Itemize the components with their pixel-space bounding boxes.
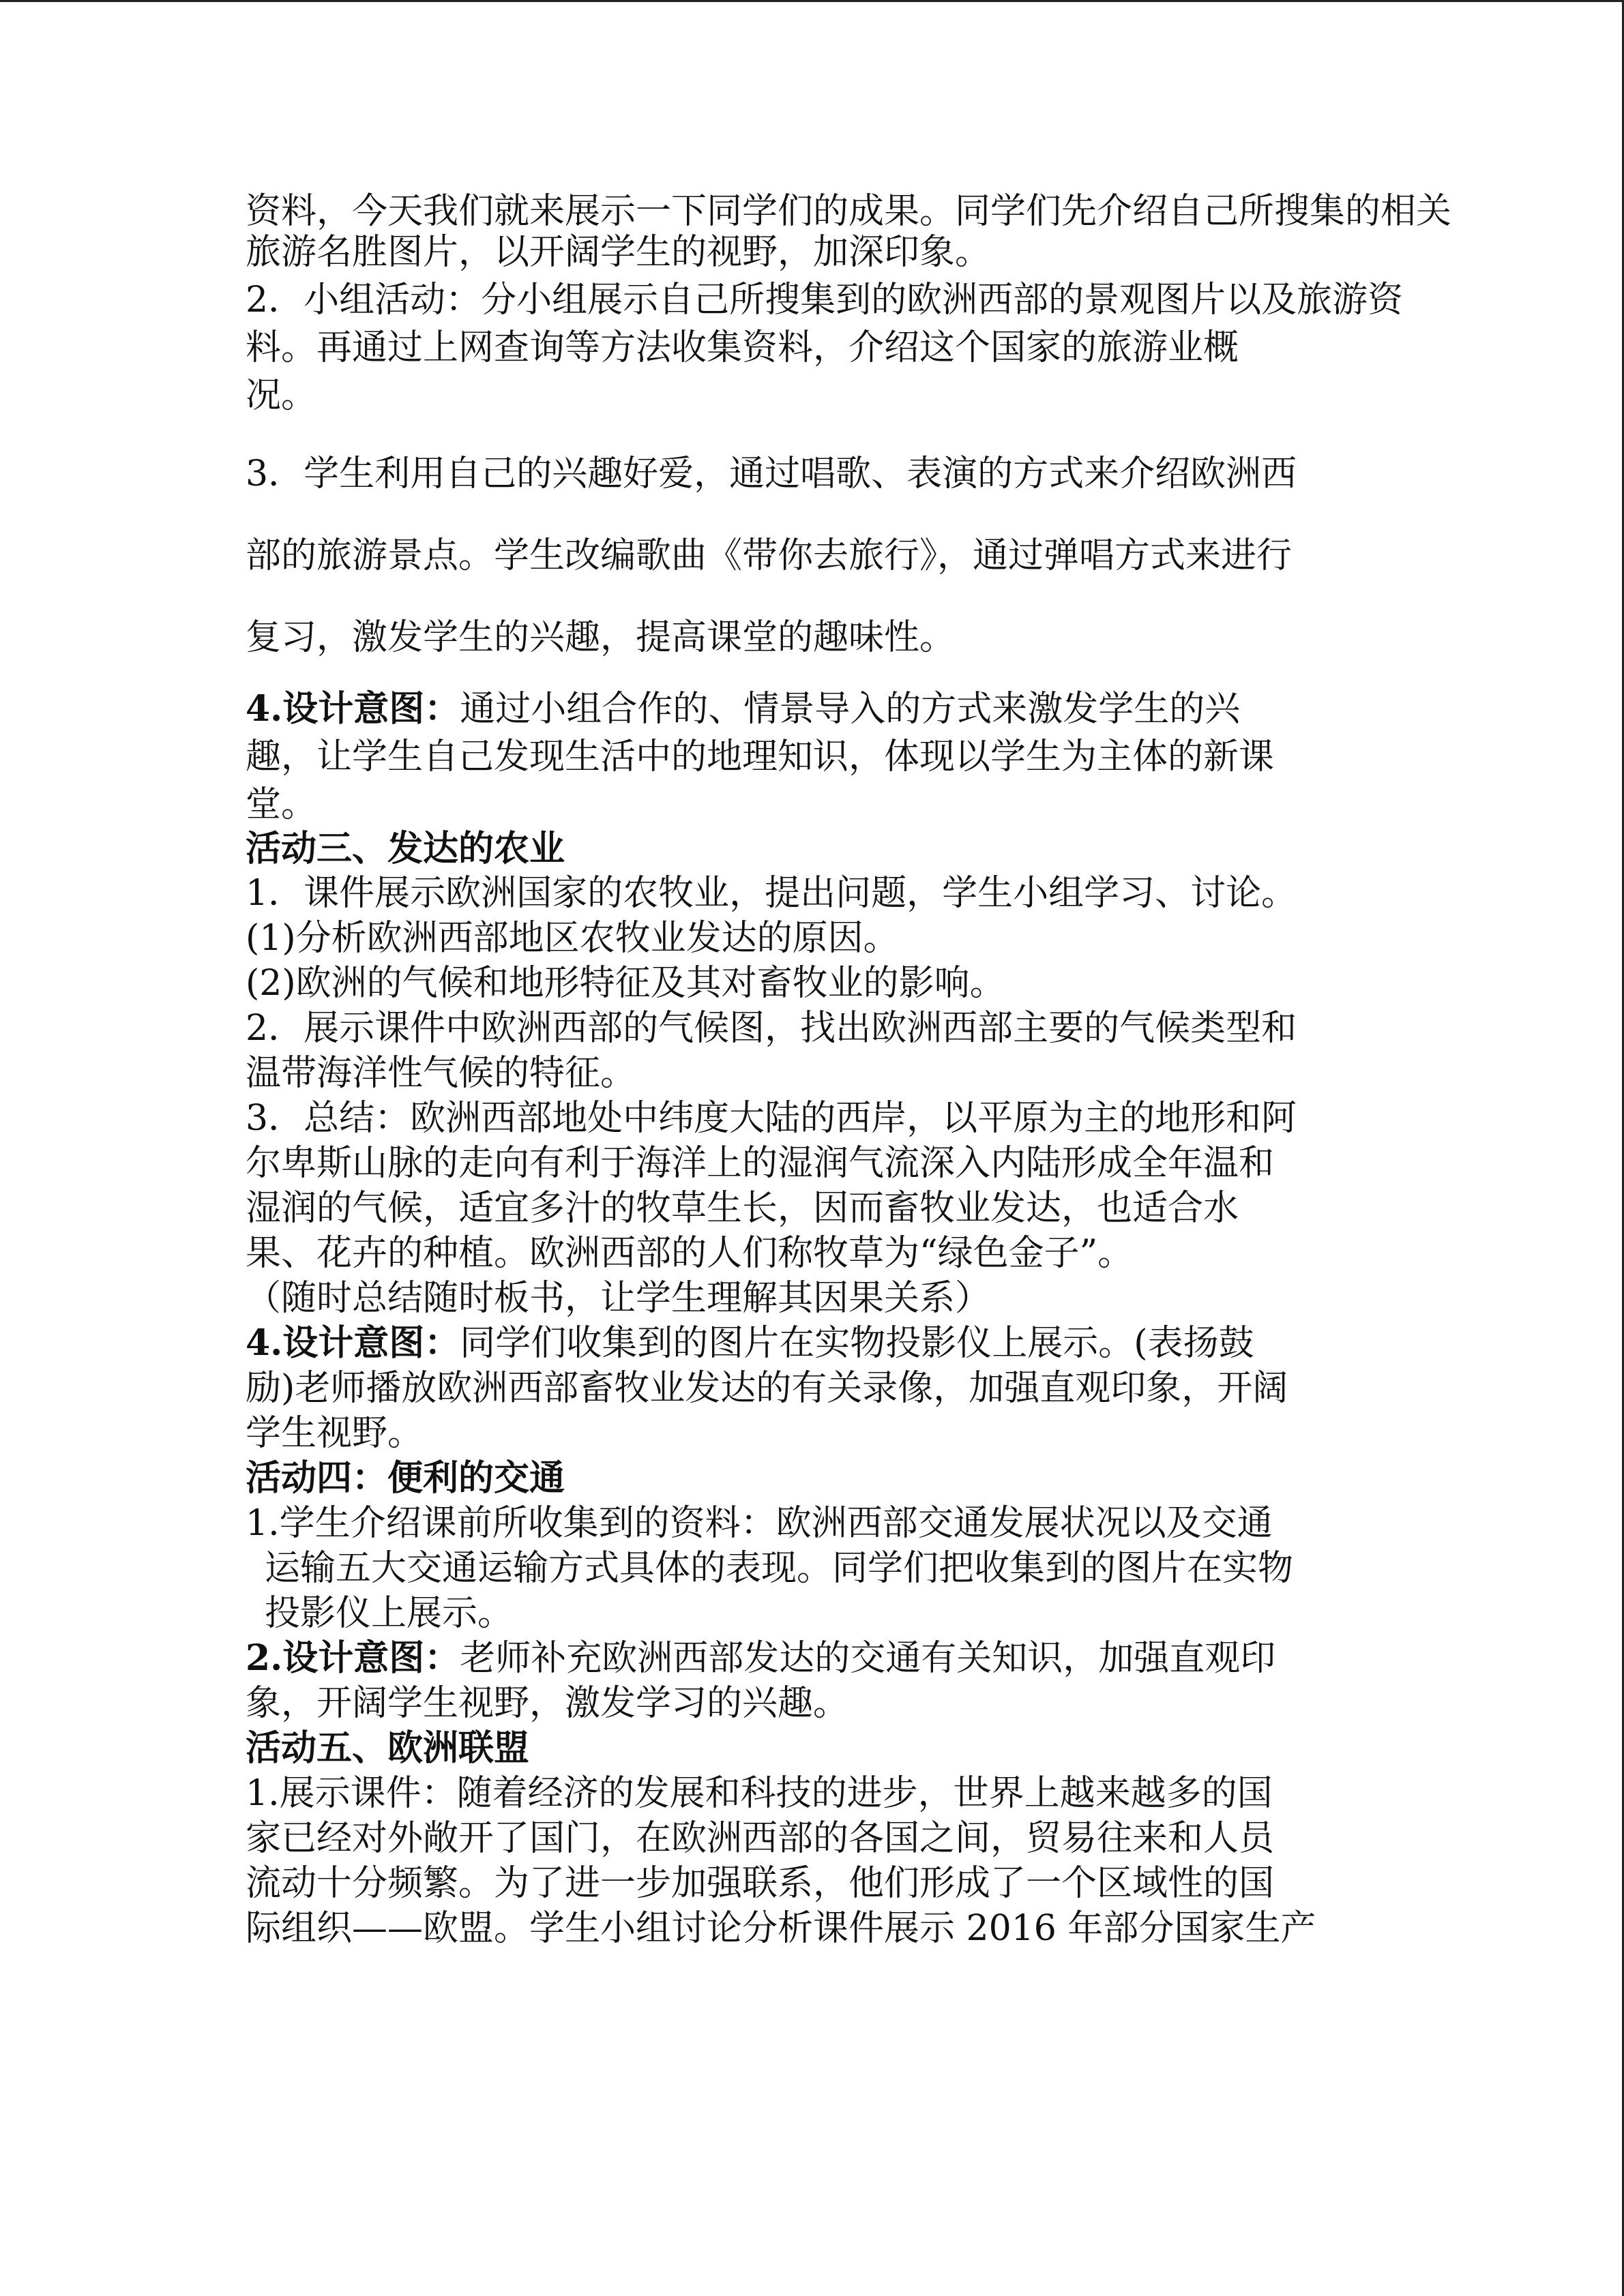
design-intent-label: 4.设计意图： <box>246 1322 460 1364</box>
paragraph-line: 投影仪上展示。 <box>265 1593 514 1634</box>
paragraph-line: （随时总结随时板书，让学生理解其因果关系） <box>246 1278 991 1319</box>
paragraph-line: 尔卑斯山脉的走向有利于海洋上的湿润气流深入内陆形成全年温和 <box>246 1143 1275 1184</box>
section-heading-transport: 活动四：便利的交通 <box>246 1457 565 1499</box>
design-intent-paragraph: 4.设计意图：同学们收集到的图片在实物投影仪上展示。(表扬鼓 <box>246 1322 1254 1364</box>
paragraph-line: 果、花卉的种植。欧洲西部的人们称牧草为“绿色金子”。 <box>246 1233 1134 1274</box>
design-intent-paragraph: 4.设计意图：通过小组合作的、情景导入的方式来激发学生的兴 <box>246 688 1241 730</box>
design-intent-paragraph: 2.设计意图：老师补充欧洲西部发达的交通有关知识，加强直观印 <box>246 1637 1276 1679</box>
paragraph-line: 流动十分频繁。为了进一步加强联系，他们形成了一个区域性的国 <box>246 1863 1275 1904</box>
paragraph-line: 1.学生介绍课前所收集到的资料：欧洲西部交通发展状况以及交通 <box>246 1503 1273 1544</box>
paragraph-line: 料。再通过上网查询等方法收集资料，介绍这个国家的旅游业概 <box>246 327 1239 368</box>
paragraph-line: 况。 <box>246 375 317 416</box>
paragraph-line: 旅游名胜图片，以开阔学生的视野，加深印象。 <box>246 232 991 273</box>
paragraph-line: 1.展示课件：随着经济的发展和科技的进步，世界上越来越多的国 <box>246 1773 1273 1814</box>
paragraph-line: 湿润的气候，适宜多汁的牧草生长，因而畜牧业发达，也适合水 <box>246 1188 1239 1229</box>
design-intent-label: 2.设计意图： <box>246 1637 460 1679</box>
paragraph-line: 运输五大交通运输方式具体的表现。同学们把收集到的图片在实物 <box>265 1548 1294 1589</box>
paragraph-line: 励)老师播放欧洲西部畜牧业发达的有关录像，加强直观印象，开阔 <box>246 1368 1288 1409</box>
paragraph-line: 趣，让学生自己发现生活中的地理知识，体现以学生为主体的新课 <box>246 736 1275 777</box>
paragraph-line: 堂。 <box>246 784 317 825</box>
paragraph-line: 象，开阔学生视野，激发学习的兴趣。 <box>246 1683 849 1724</box>
design-intent-label: 4.设计意图： <box>246 688 460 730</box>
paragraph-line: 资料，今天我们就来展示一下同学们的成果。同学们先介绍自己所搜集的相关 <box>246 191 1452 232</box>
paragraph-line: 温带海洋性气候的特征。 <box>246 1053 636 1094</box>
section-heading-agriculture: 活动三、发达的农业 <box>246 828 565 869</box>
paragraph-line: 2．小组活动：分小组展示自己所搜集到的欧洲西部的景观图片以及旅游资 <box>246 280 1404 320</box>
paragraph-line: 2．展示课件中欧洲西部的气候图，找出欧洲西部主要的气候类型和 <box>246 1008 1297 1049</box>
paragraph-line: (2)欧洲的气候和地形特征及其对畜牧业的影响。 <box>246 963 1005 1004</box>
section-heading-eu: 活动五、欧洲联盟 <box>246 1727 530 1769</box>
paragraph-line: 3．学生利用自己的兴趣好爱，通过唱歌、表演的方式来介绍欧洲西 <box>246 453 1297 494</box>
paragraph-line: (1)分析欧洲西部地区农牧业发达的原因。 <box>246 918 899 959</box>
paragraph-line: 复习，激发学生的兴趣，提高课堂的趣味性。 <box>246 617 956 658</box>
paragraph-line: 部的旅游景点。学生改编歌曲《带你去旅行》，通过弹唱方式来进行 <box>246 535 1293 576</box>
paragraph-line: 家已经对外敞开了国门，在欧洲西部的各国之间，贸易往来和人员 <box>246 1818 1275 1859</box>
paragraph-line: 学生视野。 <box>246 1413 424 1454</box>
paragraph-line: 1．课件展示欧洲国家的农牧业，提出问题，学生小组学习、讨论。 <box>246 873 1297 914</box>
paragraph-line: 际组织——欧盟。学生小组讨论分析课件展示 2016 年部分国家生产 <box>246 1908 1316 1949</box>
page-border-top <box>0 0 1624 2</box>
paragraph-line: 3．总结：欧洲西部地处中纬度大陆的西岸，以平原为主的地形和阿 <box>246 1098 1297 1139</box>
